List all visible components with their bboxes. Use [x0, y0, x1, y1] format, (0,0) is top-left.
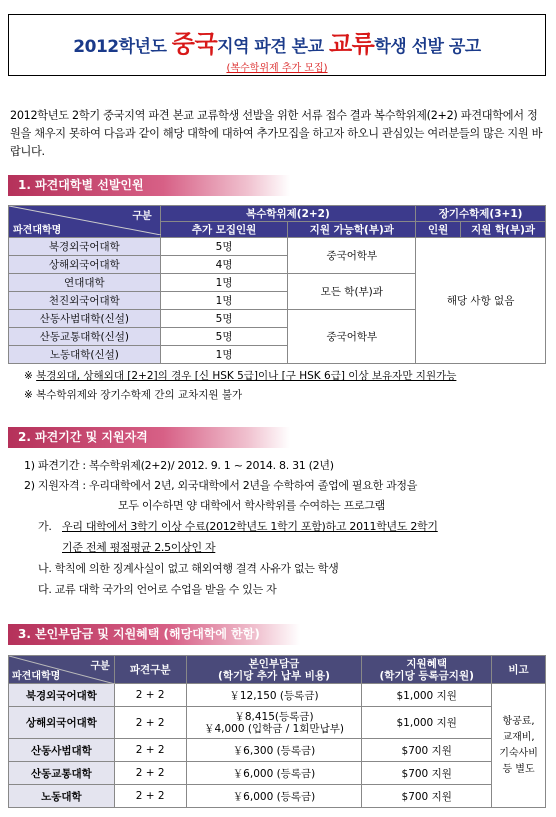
cost-table: [8, 655, 546, 808]
corner-bottom-label: 파견대학명: [13, 225, 62, 236]
table-row-name: 노동대학(신설): [9, 346, 161, 364]
col-dept2-header: 지원 학(부)과: [461, 222, 546, 238]
dept-cell-b: 모든 학(부)과: [288, 274, 416, 310]
corner-cell: [9, 656, 115, 684]
table-row-cost: ￥6,000 (등록금): [186, 785, 362, 808]
corner-cell: [9, 206, 161, 238]
col-note-header: 비고: [492, 656, 546, 684]
table-row-benefit: $1,000 지원: [362, 707, 492, 739]
col-benefit-subtitle: (학기당 등록금지원): [379, 669, 474, 682]
title-box: [8, 14, 546, 76]
eligibility-line-2: 모두 이수하면 양 대학에서 학사학위를 수여하는 프로그램: [118, 499, 386, 512]
table-row-type: 2 + 2: [114, 739, 186, 762]
criteria-c: 다. 교류 대학 국가의 언어로 수업을 받을 수 있는 자: [38, 583, 277, 596]
title-part: 2012학년도: [73, 37, 172, 57]
col-cost-title: 본인부담금: [248, 657, 300, 670]
table-row-name: 산동교통대학: [9, 762, 115, 785]
dept-cell-a: 중국어학부: [288, 238, 416, 274]
table-row-name: 상해외국어대학: [9, 256, 161, 274]
table-row-type: 2 + 2: [114, 785, 186, 808]
title-highlight-china: 중국: [171, 30, 218, 58]
section-heading-2: 2. 파견기간 및 지원자격: [8, 427, 290, 448]
note-2: ※ 복수학위제와 장기수학제 간의 교차지원 불가: [24, 389, 243, 401]
table-row-count: 5명: [160, 238, 288, 256]
table-row-benefit: $1,000 지원: [362, 684, 492, 707]
table-row-benefit: $700 지원: [362, 785, 492, 808]
table-row-cost: ￥6,000 (등록금): [186, 762, 362, 785]
table-row-name: 북경외국어대학: [9, 238, 161, 256]
eligibility-line: 2) 지원자격 : 우리대학에서 2년, 외국대학에서 2년을 수학하여 졸업에 필요한 과정을: [24, 479, 418, 492]
title-part: 지역 파견 본교: [217, 37, 329, 57]
group-header-double: 복수학위제(2+2): [160, 206, 416, 222]
table-row-cost: [186, 707, 362, 739]
page-title: [9, 24, 545, 59]
table-row-count: 1명: [160, 346, 288, 364]
note-mark: ※: [24, 370, 37, 382]
col-type-header: 파견구분: [114, 656, 186, 684]
table-row-name: 산동사범대학: [9, 739, 115, 762]
col-cost-subtitle: (학기당 추가 납부 비용): [218, 669, 330, 682]
table-row-name: 상해외국어대학: [9, 707, 115, 739]
period-line: 1) 파견기간 : 복수학위제(2+2)/ 2012. 9. 1 ~ 2014. 8. 31 (2년): [24, 459, 334, 472]
table-row-type: 2 + 2: [114, 707, 186, 739]
table-row-benefit: $700 지원: [362, 739, 492, 762]
note-1-text: 북경외대, 상해외대 [2+2]의 경우 [신 HSK 5급]이나 [구 HSK 6급] 이상 보유자만 지원가능: [36, 370, 457, 382]
table-row-count: 1명: [160, 292, 288, 310]
title-part: 학생 선발 공고: [374, 37, 481, 57]
section-heading-3: 3. 본인부담금 및 지원혜택 (해당대학에 한함): [8, 624, 300, 645]
table-row-benefit: $700 지원: [362, 762, 492, 785]
subtitle: [9, 59, 545, 74]
corner-top-label: 구분: [90, 661, 110, 672]
col-dept-header: 지원 가능학(부)과: [288, 222, 416, 238]
col-benefit-title: 지원혜택: [406, 657, 447, 670]
table-row-type: 2 + 2: [114, 684, 186, 707]
group-header-long: 장기수학제(3+1): [416, 206, 546, 222]
table-row-count: 1명: [160, 274, 288, 292]
title-highlight-exchange: 교류: [328, 30, 375, 58]
table-row-name: 노동대학: [9, 785, 115, 808]
intro-paragraph: 2012학년도 2학기 중국지역 파견 본교 교류학생 선발을 위한 서류 접수 결과 복수학위제(2+2) 파견대학에서 정원을 채우지 못하여 다음과 같이 해당 대학에 대하여 추가모집을 하고자 하오니 관심있는 여러분들의 많은 지원 바랍니다.: [10, 109, 543, 158]
table-row-name: 산동교통대학(신설): [9, 328, 161, 346]
table-row-type: 2 + 2: [114, 762, 186, 785]
remark-line: 등 별도: [502, 763, 535, 775]
cost-line: ￥4,000 (입학금 / 1회만납부): [203, 722, 344, 735]
col-benefit-header: [362, 656, 492, 684]
note-1: [24, 368, 456, 383]
remark-line: 교재비,: [502, 731, 535, 743]
criteria-a-label: 가.: [38, 520, 52, 533]
none-cell: 해당 사항 없음: [416, 238, 546, 364]
table-row-name: 북경외국어대학: [9, 684, 115, 707]
remarks-cell: [492, 684, 546, 808]
col-add-header: 추가 모집인원: [160, 222, 288, 238]
table-row-count: 4명: [160, 256, 288, 274]
criteria-a-text-2: 기준 전체 평점평균 2.5이상인 자: [62, 541, 216, 554]
subtitle-text: (복수학위제 추가 모집): [226, 63, 328, 74]
table-row-name: 산동사범대학(신설): [9, 310, 161, 328]
table-row-name: 천진외국어대학: [9, 292, 161, 310]
table-row-cost: ￥12,150 (등록금): [186, 684, 362, 707]
table-row-count: 5명: [160, 310, 288, 328]
quota-table: [8, 205, 546, 364]
remark-line: 항공료,: [502, 715, 535, 727]
col-count-header: 인원: [416, 222, 461, 238]
section-heading-1: 1. 파견대학별 선발인원: [8, 175, 290, 196]
corner-top-label: 구분: [132, 211, 152, 222]
dept-cell-c: 중국어학부: [288, 310, 416, 364]
table-row-cost: ￥6,300 (등록금): [186, 739, 362, 762]
corner-bottom-label: 파견대학명: [12, 671, 61, 682]
remark-line: 기숙사비: [499, 747, 538, 759]
criteria-b: 나. 학칙에 의한 징계사실이 없고 해외여행 결격 사유가 없는 학생: [38, 562, 339, 575]
cost-line: ￥8,415(등록금): [234, 710, 314, 723]
col-cost-header: [186, 656, 362, 684]
table-row-name: 연대대학: [9, 274, 161, 292]
criteria-a-text-1: 우리 대학에서 3학기 이상 수료(2012학년도 1학기 포함)하고 2011학년도 2학기: [62, 520, 438, 533]
table-row-count: 5명: [160, 328, 288, 346]
